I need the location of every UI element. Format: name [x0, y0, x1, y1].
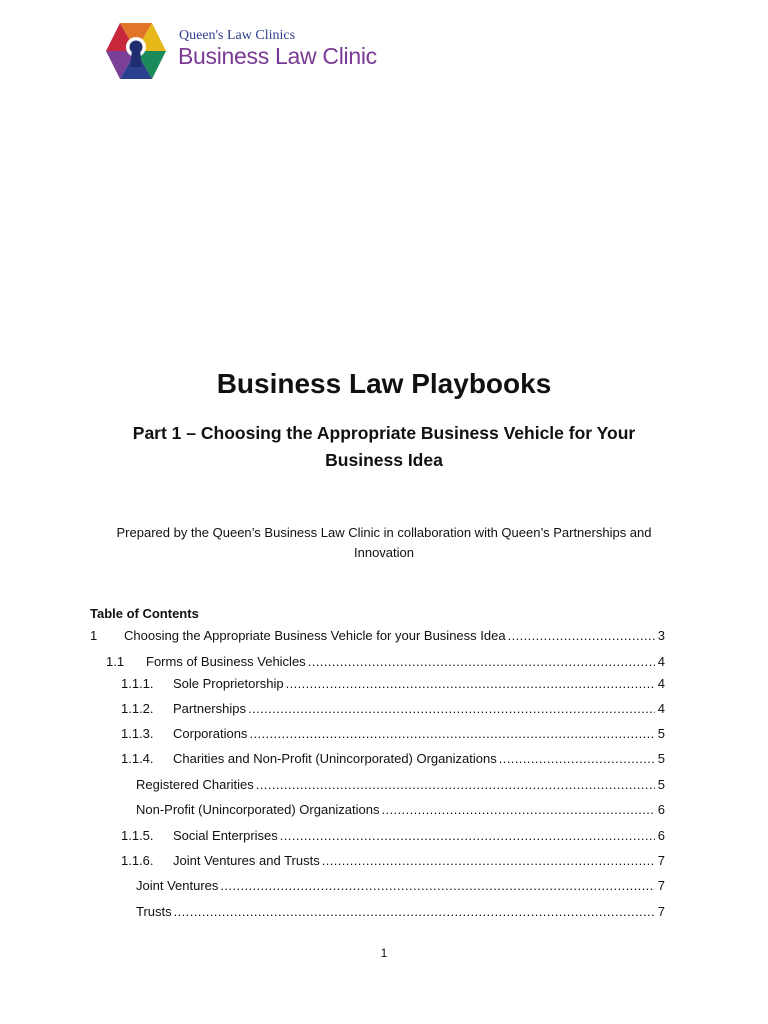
toc-entry[interactable]: [0, 827, 768, 845]
toc-entry-page: 7: [657, 878, 665, 893]
toc-heading: Table of Contents: [90, 606, 199, 621]
toc-dot-leader: [286, 675, 655, 693]
clinic-logo: [104, 20, 377, 82]
toc-entry-page: 6: [657, 802, 665, 817]
toc-entry-title: Non-Profit (Unincorporated) Organizations: [136, 802, 380, 817]
toc-entry-number: 1.1.3.: [121, 726, 154, 741]
toc-entry-title: Partnerships: [173, 701, 246, 716]
toc-entry[interactable]: [0, 903, 768, 921]
logo-bottom-text: Business Law Clinic: [178, 43, 377, 69]
toc-entry[interactable]: [0, 801, 768, 819]
toc-entry[interactable]: [0, 776, 768, 794]
toc-entry-title: Sole Proprietorship: [173, 676, 284, 691]
toc-entry-number: 1.1.2.: [121, 701, 154, 716]
toc-dot-leader: [280, 827, 655, 845]
toc-dot-leader: [249, 725, 654, 743]
toc-dot-leader: [256, 776, 655, 794]
toc-entry-title: Forms of Business Vehicles: [146, 654, 306, 669]
toc-entry-number: 1.1: [106, 654, 125, 669]
toc-entry-page: 4: [657, 676, 665, 691]
toc-entry[interactable]: [0, 653, 768, 671]
toc-dot-leader: [382, 801, 655, 819]
toc-dot-leader: [508, 627, 655, 645]
toc-entry-page: 6: [657, 828, 665, 843]
keyhole-stem: [130, 50, 142, 67]
toc-dot-leader: [220, 877, 654, 895]
toc-entry[interactable]: [0, 627, 768, 645]
toc-entry-title: Trusts: [136, 904, 172, 919]
toc-entry[interactable]: [0, 877, 768, 895]
keyhole-hexagon-logo-icon: [104, 20, 168, 82]
logo-top-text: Queen's Law Clinics: [179, 28, 296, 43]
toc-entry-title: Social Enterprises: [173, 828, 278, 843]
toc-dot-leader: [308, 653, 655, 671]
toc-entry-page: 5: [657, 777, 665, 792]
prepared-by-note: Prepared by the Queen’s Business Law Clinic in collaboration with Queen’s Partnerships and Innovation: [116, 525, 652, 560]
document-title: Business Law Playbooks: [216, 368, 552, 399]
toc-entry-title: Joint Ventures and Trusts: [173, 853, 320, 868]
toc-entry-number: 1.1.1.: [121, 676, 154, 691]
toc-entry[interactable]: [0, 750, 768, 768]
toc-entry-page: 3: [657, 628, 665, 643]
toc-entry-title: Registered Charities: [136, 777, 254, 792]
toc-entry[interactable]: [0, 675, 768, 693]
toc-entry-title: Joint Ventures: [136, 878, 219, 893]
toc-dot-leader: [248, 700, 655, 718]
toc-entry[interactable]: [0, 725, 768, 743]
toc-entry-title: Corporations: [173, 726, 248, 741]
toc-dot-leader: [174, 903, 655, 921]
toc-entry-title: Choosing the Appropriate Business Vehicle for your Business Idea: [124, 628, 506, 643]
toc-entry-number: 1.1.4.: [121, 751, 154, 766]
toc-entry-page: 5: [657, 751, 665, 766]
toc-entry-page: 5: [657, 726, 665, 741]
toc-entry-page: 7: [657, 853, 665, 868]
toc-entry-number: 1.1.5.: [121, 828, 154, 843]
toc-entry[interactable]: [0, 700, 768, 718]
document-subtitle: Part 1 – Choosing the Appropriate Business Vehicle for Your Business Idea: [132, 423, 636, 470]
page-number: 1: [380, 946, 388, 960]
toc-dot-leader: [322, 852, 655, 870]
toc-entry-page: 4: [657, 654, 665, 669]
toc-dot-leader: [499, 750, 655, 768]
toc-entry-page: 4: [657, 701, 665, 716]
toc-entry-title: Charities and Non-Profit (Unincorporated) Organizations: [173, 751, 497, 766]
toc-entry-page: 7: [657, 904, 665, 919]
toc-entry-number: 1: [90, 628, 98, 643]
toc-entry-number: 1.1.6.: [121, 853, 154, 868]
toc-entry[interactable]: [0, 852, 768, 870]
